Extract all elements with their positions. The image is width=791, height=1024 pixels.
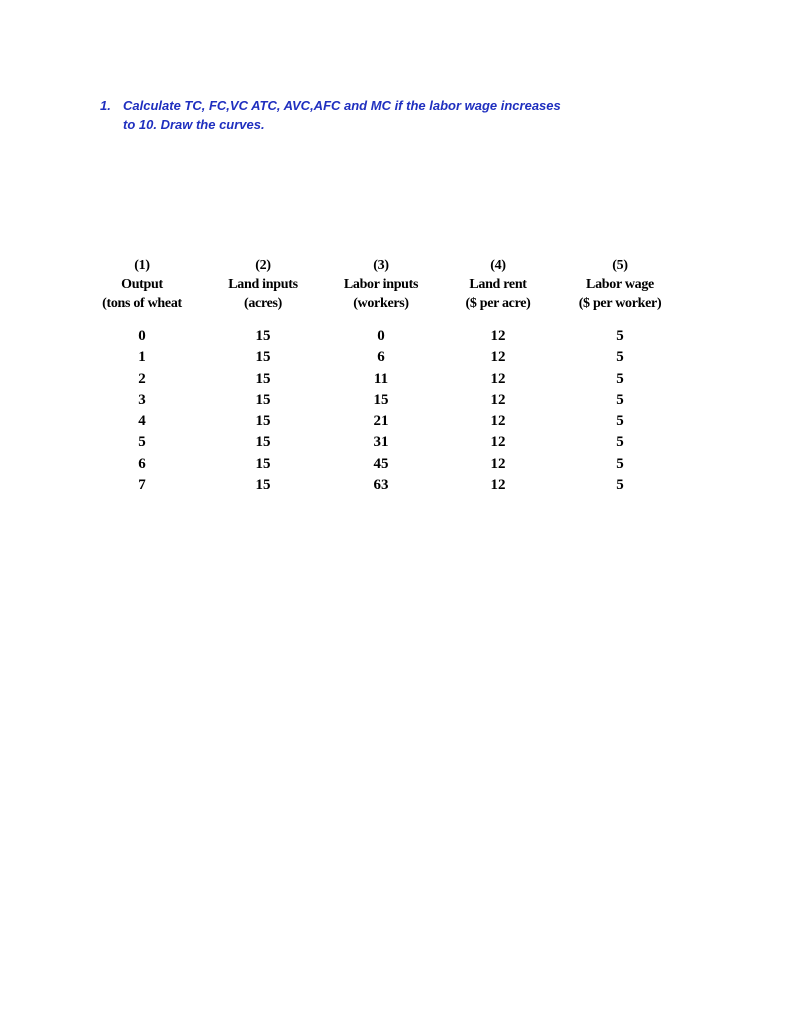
table-cell: 5 — [138, 434, 146, 451]
column-land-rent — [433, 256, 563, 494]
table-cell: 5 — [616, 455, 624, 472]
table-cell: 15 — [255, 434, 271, 451]
table-cell: 5 — [616, 434, 624, 451]
table-cell: 31 — [373, 434, 389, 451]
table-cell: 15 — [255, 349, 271, 366]
column-cells — [77, 326, 207, 496]
column-number: (2) — [255, 258, 271, 273]
question-text — [123, 96, 640, 134]
column-unit: ($ per worker) — [578, 296, 662, 311]
table-cell: 5 — [616, 391, 624, 408]
column-unit: (acres) — [243, 296, 283, 311]
table-cell: 15 — [255, 328, 271, 344]
table-cell: 4 — [138, 413, 146, 430]
column-cells — [316, 326, 446, 496]
table-cell: 15 — [255, 413, 271, 430]
table-cell: 21 — [373, 413, 389, 430]
table-cell: 5 — [616, 349, 624, 366]
table-cell: 12 — [490, 328, 506, 344]
column-output — [77, 256, 207, 494]
table-cell: 45 — [373, 455, 389, 472]
column-title: Land rent — [469, 277, 527, 292]
table-cell: 63 — [373, 477, 389, 494]
table-cell: 7 — [138, 477, 146, 494]
table-cell: 12 — [490, 370, 506, 387]
column-title: Labor inputs — [343, 277, 419, 292]
column-unit: (tons of wheat — [102, 296, 182, 311]
question-block — [100, 96, 640, 134]
table-cell: 0 — [138, 328, 146, 344]
column-unit: ($ per acre) — [465, 296, 531, 311]
table-cell: 11 — [373, 370, 389, 387]
table-cell: 12 — [490, 434, 506, 451]
question-line-2: to 10. Draw the curves. — [123, 117, 265, 132]
column-number: (3) — [373, 258, 389, 273]
table-cell: 6 — [138, 455, 146, 472]
column-cells — [198, 326, 328, 496]
table-cell: 3 — [138, 391, 146, 408]
table-cell: 12 — [490, 349, 506, 366]
table-cell: 5 — [616, 328, 624, 344]
question-line-1: Calculate TC, FC,VC ATC, AVC,AFC and MC if the labor wage increases — [123, 98, 561, 113]
table-cell: 1 — [138, 349, 146, 366]
table-cell: 12 — [490, 391, 506, 408]
table-cell: 5 — [616, 370, 624, 387]
column-labor-inputs — [316, 256, 446, 494]
column-land-inputs — [198, 256, 328, 494]
column-cells — [555, 326, 685, 496]
table-cell: 12 — [490, 413, 506, 430]
table-cell: 5 — [616, 477, 624, 494]
column-number: (1) — [134, 258, 150, 273]
column-number: (4) — [490, 258, 506, 273]
column-number: (5) — [612, 258, 628, 273]
column-title: Land inputs — [228, 277, 298, 292]
table-cell: 12 — [490, 455, 506, 472]
column-cells — [433, 326, 563, 496]
table-cell: 15 — [255, 477, 271, 494]
table-cell: 15 — [255, 370, 271, 387]
column-title: Labor wage — [586, 277, 654, 292]
column-title: Output — [121, 277, 163, 292]
column-labor-wage — [555, 256, 685, 494]
table-cell: 2 — [138, 370, 146, 387]
table-cell: 5 — [616, 413, 624, 430]
table-cell: 6 — [377, 349, 385, 366]
table-cell: 15 — [255, 391, 271, 408]
column-unit: (workers) — [353, 296, 409, 311]
table-cell: 15 — [255, 455, 271, 472]
table-cell: 12 — [490, 477, 506, 494]
table-cell: 0 — [377, 328, 385, 344]
question-number: 1. — [100, 98, 111, 113]
table-cell: 15 — [373, 391, 389, 408]
